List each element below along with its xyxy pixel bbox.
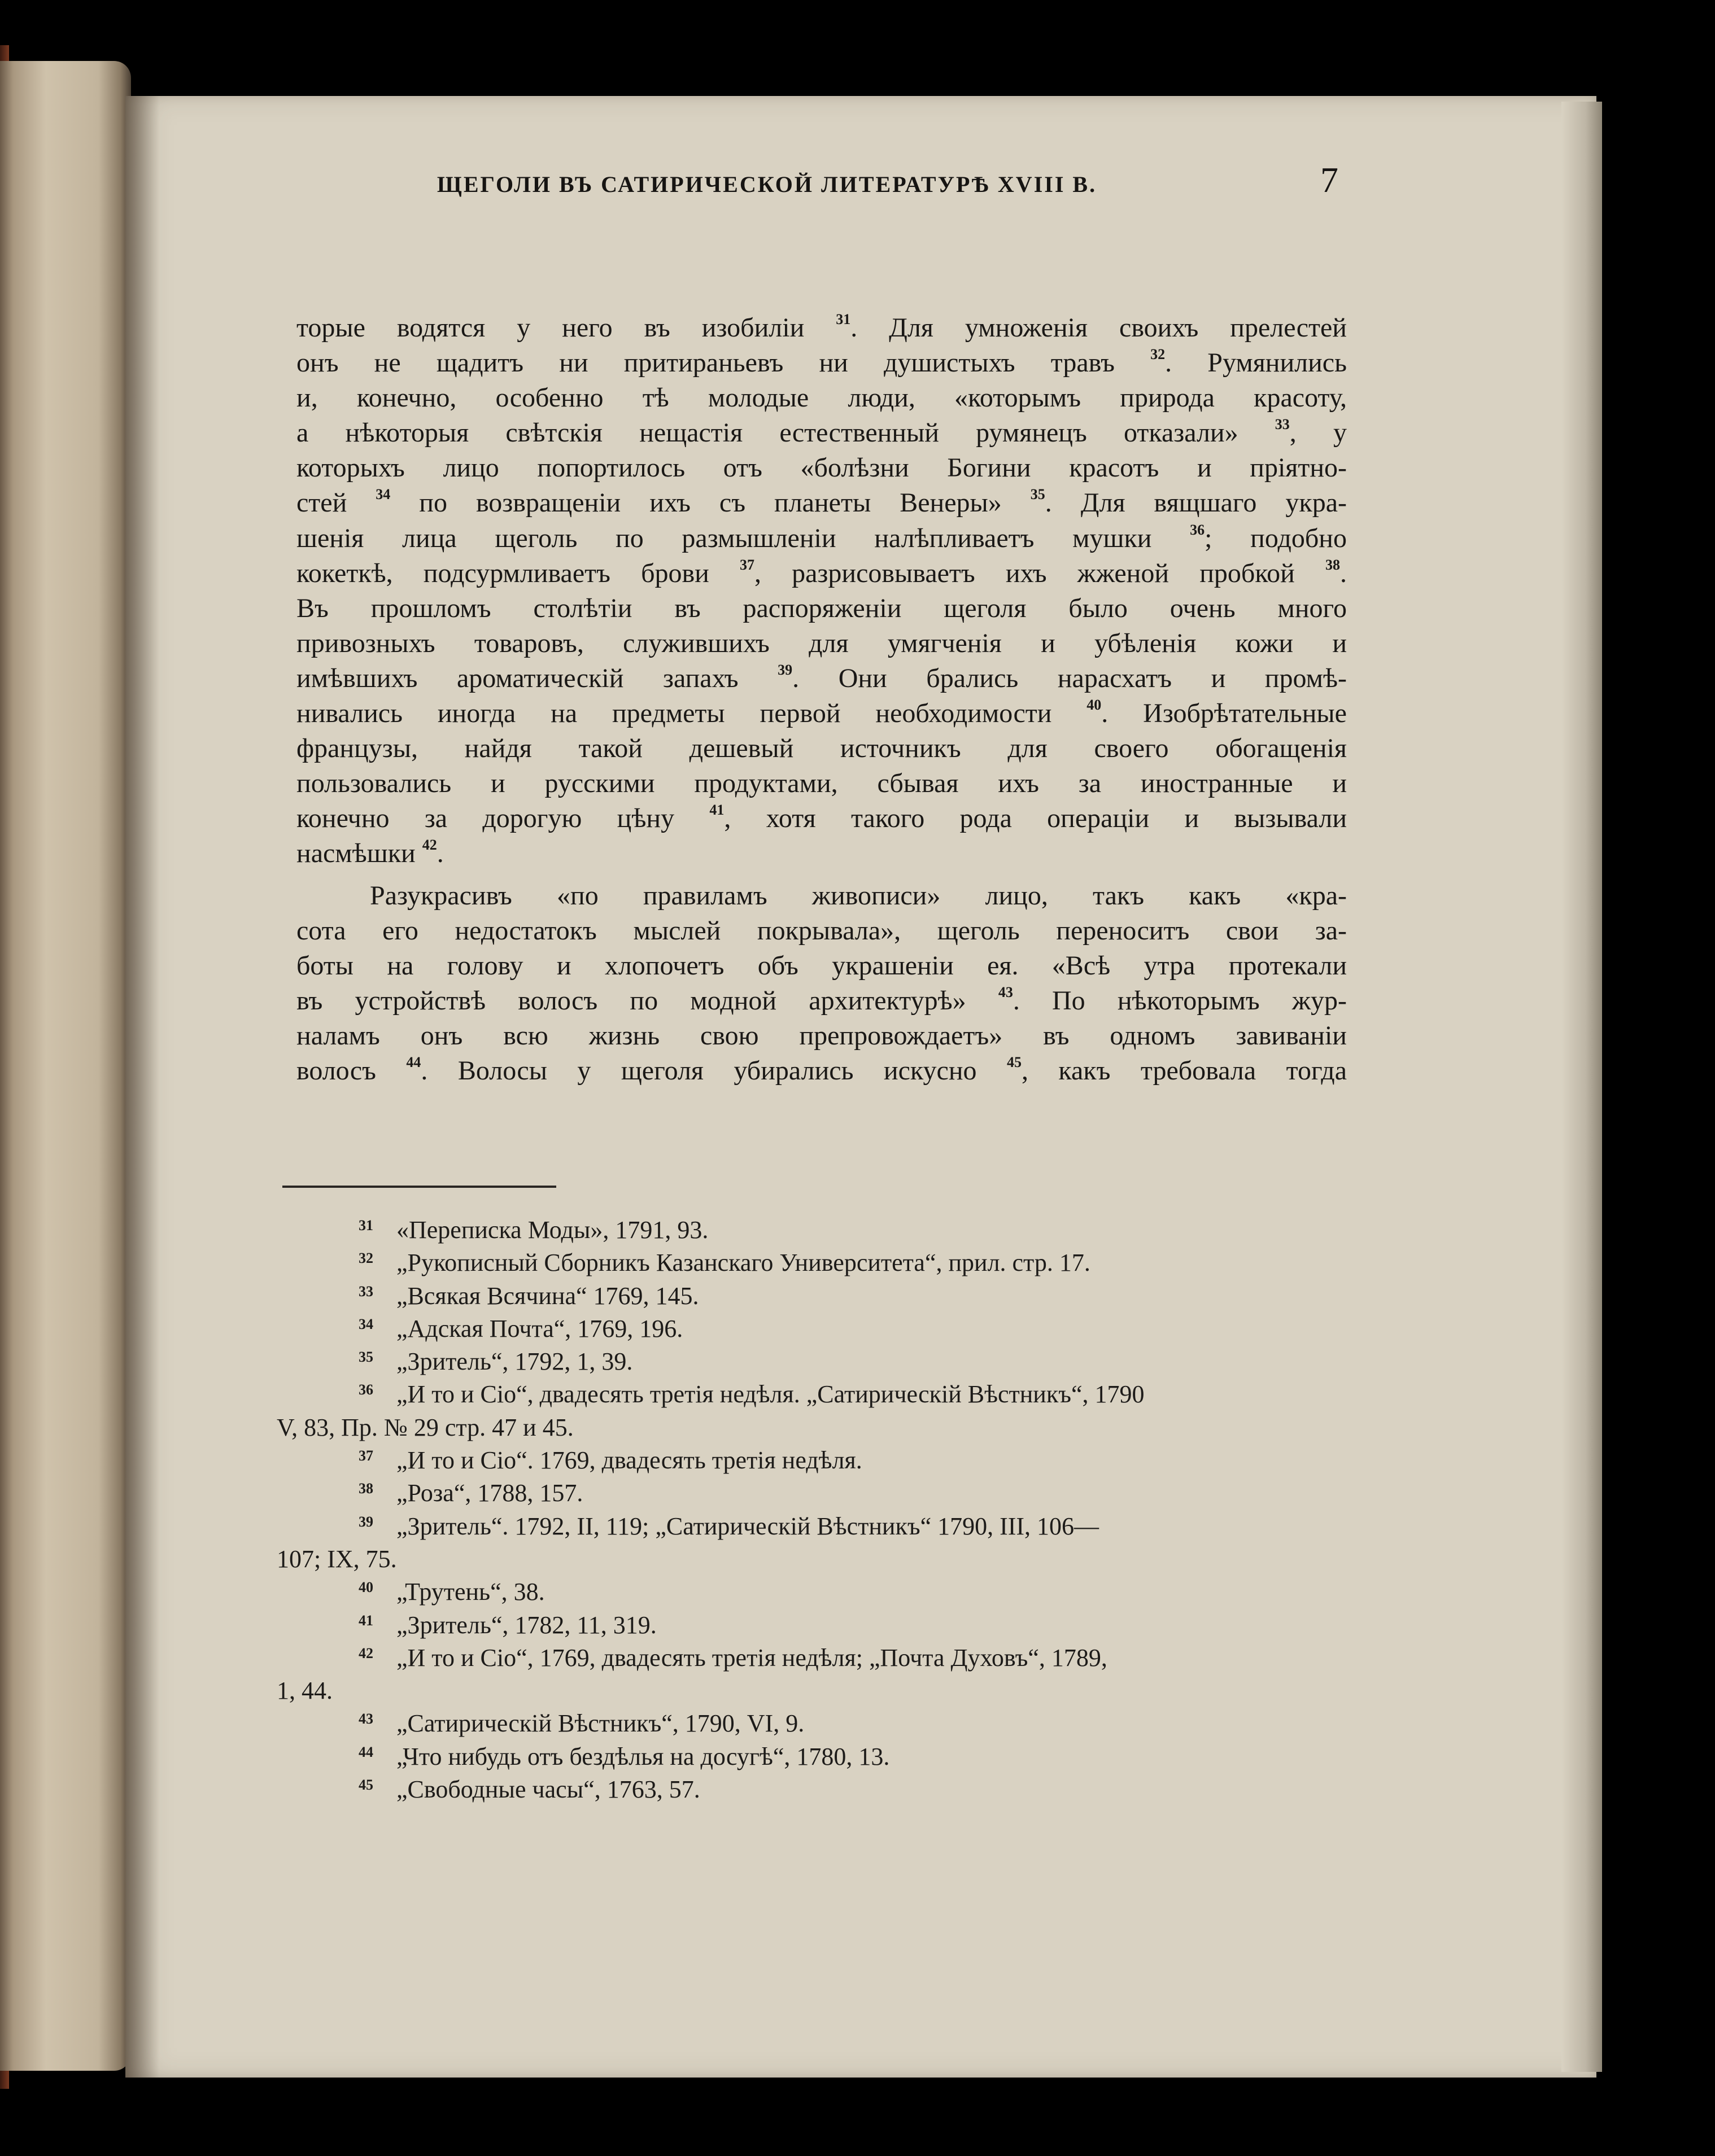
text-run: нивались иногда на предметы первой необходимости xyxy=(296,698,1087,729)
footnote-ref: 45 xyxy=(1006,1053,1022,1070)
footnote-number: 44 xyxy=(359,1743,373,1760)
text-run: онъ не щадитъ ни притираньевъ ни душистыхъ травъ xyxy=(296,348,1151,378)
footnote-number: 31 xyxy=(359,1217,373,1234)
text-line: пользовались и русскими продуктами, сбывая ихъ за иностранные и xyxy=(296,768,1347,799)
footnote-continuation: V, 83, Пр. № 29 стр. 47 и 45. xyxy=(277,1413,574,1441)
footnote-text: „Всякая Всячина“ 1769, 145. xyxy=(396,1282,699,1310)
text-line: Въ прошломъ столѣтіи въ распоряженіи щеголя было очень много xyxy=(296,593,1347,623)
text-run: . Для умноженія своихъ прелестей xyxy=(850,313,1347,343)
text-run: . xyxy=(1340,558,1347,588)
text-run: , хотя такого рода операціи и вызывали xyxy=(724,803,1347,834)
footnote-ref: 31 xyxy=(836,311,851,327)
body-text xyxy=(296,311,1347,1088)
footnote-number: 32 xyxy=(359,1250,373,1267)
footnote-continuation: 1, 44. xyxy=(277,1677,333,1705)
footnote xyxy=(277,1740,1350,1773)
footnote-text: „И то и Сіо“, двадесять третія недѣля. „Сатирическій Вѣстникъ“, 1790 xyxy=(396,1380,1145,1409)
footnote-ref: 36 xyxy=(1190,521,1205,538)
footnote-number: 43 xyxy=(359,1711,373,1728)
footnote-text: «Переписка Моды», 1791, 93. xyxy=(396,1216,709,1244)
text-line: Разукрасивъ «по правиламъ живописи» лицо, такъ какъ «кра- xyxy=(370,880,1347,911)
text-line xyxy=(296,521,1347,556)
text-line: которыхъ лицо попортилось отъ «болѣзни Богини красотъ и пріятно- xyxy=(296,453,1347,483)
text-line: французы, найдя такой дешевый источникъ для своего обогащенія xyxy=(296,733,1347,764)
text-run: насмѣшки xyxy=(296,838,422,869)
text-line: привозныхъ товаровъ, служившихъ для умягченія и убѣленія кожи и xyxy=(296,628,1347,658)
text-line xyxy=(296,311,1347,346)
footnote xyxy=(277,1510,1350,1576)
gutter-shadow xyxy=(125,96,159,2078)
footnote-number: 45 xyxy=(359,1777,373,1794)
footnote-ref: 35 xyxy=(1030,486,1045,503)
footnote-ref: 43 xyxy=(998,983,1013,1000)
text-run: ; подобно xyxy=(1205,523,1347,553)
footnote-ref: 39 xyxy=(778,661,793,678)
text-line xyxy=(296,696,1347,731)
footnote-text: „Что нибудь отъ бездѣлья на досугѣ“, 1780, 13. xyxy=(396,1742,890,1770)
text-line xyxy=(296,661,1347,696)
text-run: . Румянились xyxy=(1165,348,1347,378)
text-line xyxy=(296,801,1347,836)
text-run: стей xyxy=(296,488,376,518)
footnote-number: 40 xyxy=(359,1579,373,1596)
footnote-ref: 37 xyxy=(739,556,754,573)
footnote-text: „Сатирическій Вѣстникъ“, 1790, VI, 9. xyxy=(396,1709,805,1738)
footnote-ref: 34 xyxy=(376,486,391,503)
footnote-number: 35 xyxy=(359,1349,373,1366)
footnote xyxy=(277,1345,1350,1378)
text-run: , какъ требовала тогда xyxy=(1021,1055,1347,1086)
footnote-number: 37 xyxy=(359,1447,373,1464)
footnote-ref: 44 xyxy=(406,1053,421,1070)
text-run: . Волосы у щеголя убирались искусно xyxy=(421,1055,1007,1086)
footnote-rule xyxy=(282,1186,556,1188)
footnote-ref: 38 xyxy=(1325,556,1341,573)
footnote-continuation: 107; IX, 75. xyxy=(277,1545,397,1573)
paragraph-1 xyxy=(296,311,1347,872)
text-line xyxy=(296,346,1347,381)
footnote-text: „Трутень“, 38. xyxy=(396,1578,545,1606)
footnote-ref: 32 xyxy=(1150,346,1166,363)
footnote xyxy=(277,1642,1350,1708)
left-page-sliver xyxy=(0,61,131,2071)
footnote-number: 41 xyxy=(359,1612,373,1629)
footnote-number: 33 xyxy=(359,1283,373,1300)
text-line xyxy=(296,1053,1347,1088)
text-line xyxy=(296,983,1347,1018)
text-run: имѣвшихъ ароматическій запахъ xyxy=(296,663,778,693)
footnote-number: 42 xyxy=(359,1645,373,1661)
footnote xyxy=(277,1214,1350,1247)
paragraph-2 xyxy=(296,878,1347,1089)
footnote-text: „Зритель“, 1782, 11, 319. xyxy=(396,1611,657,1639)
footnote xyxy=(277,1477,1350,1510)
text-run: . Они брались нарасхатъ и промѣ- xyxy=(792,663,1347,693)
footnote-text: „Зритель“. 1792, II, 119; „Сатирическій Вѣстникъ“ 1790, III, 106— xyxy=(396,1512,1099,1540)
text-line: боты на голову и хлопочетъ объ украшеніи ея. «Всѣ утра протекали xyxy=(296,950,1347,981)
footnote xyxy=(277,1313,1350,1345)
text-run: по возвращеніи ихъ съ планеты Венеры» xyxy=(390,488,1031,518)
footnote xyxy=(277,1280,1350,1313)
page-number: 7 xyxy=(1320,160,1338,200)
text-run: торые водятся у него въ изобиліи xyxy=(296,313,836,343)
text-run: . xyxy=(437,838,444,869)
text-run: конечно за дорогую цѣну xyxy=(296,803,710,834)
footnote xyxy=(277,1247,1350,1279)
footnote-ref: 42 xyxy=(422,837,437,854)
footnote-number: 38 xyxy=(359,1480,373,1497)
footnotes xyxy=(277,1214,1350,1806)
footnote-ref: 41 xyxy=(709,802,725,819)
text-run: , у xyxy=(1289,418,1347,448)
text-run: . Изобрѣтательные xyxy=(1101,698,1347,729)
text-run: шенія лица щеголь по размышленіи налѣпливаетъ мушки xyxy=(296,523,1190,553)
text-run: а нѣкоторыя свѣтскія нещастія естественный румянецъ отказали» xyxy=(296,418,1275,448)
footnote-number: 34 xyxy=(359,1315,373,1332)
footnote-text: „И то и Сіо“. 1769, двадесять третія недѣля. xyxy=(396,1446,862,1475)
footnote-ref: 33 xyxy=(1275,416,1290,433)
text-run: . По нѣкоторымъ жур- xyxy=(1013,985,1347,1016)
footnote-number: 39 xyxy=(359,1513,373,1530)
footnote-text: „Адская Почта“, 1769, 196. xyxy=(396,1314,683,1342)
text-line xyxy=(296,836,1347,871)
footnote xyxy=(277,1773,1350,1806)
text-line: и, конечно, особенно тѣ молодые люди, «которымъ природа красоту, xyxy=(296,383,1347,413)
footnote-number: 36 xyxy=(359,1381,373,1398)
page-right-edge xyxy=(1561,102,1602,2072)
footnote-ref: 40 xyxy=(1086,697,1102,714)
text-line: наламъ онъ всю жизнь свою препровождаетъ» въ одномъ завиваніи xyxy=(296,1020,1347,1051)
footnote xyxy=(277,1444,1350,1477)
footnote-text: „Рукописный Сборникъ Казанскаго Университета“, прил. стр. 17. xyxy=(396,1249,1090,1277)
footnote xyxy=(277,1576,1350,1608)
text-run: волосъ xyxy=(296,1055,407,1086)
footnote-text: „Зритель“, 1792, 1, 39. xyxy=(396,1348,633,1376)
running-head: ЩЕГОЛИ ВЪ САТИРИЧЕСКОЙ ЛИТЕРАТУРѢ XVIII В. xyxy=(437,172,1097,197)
text-run: въ устройствѣ волосъ по модной архитектурѣ» xyxy=(296,985,998,1016)
text-line xyxy=(296,556,1347,591)
footnote xyxy=(277,1609,1350,1642)
text-line: сота его недостатокъ мыслей покрывала», щеголь переноситъ свои за- xyxy=(296,915,1347,946)
text-run: . Для вящшаго укра- xyxy=(1045,488,1347,518)
footnote-text: „Свободные часы“, 1763, 57. xyxy=(396,1775,700,1804)
footnote xyxy=(277,1378,1350,1444)
footnote xyxy=(277,1707,1350,1740)
text-line xyxy=(296,416,1347,451)
footnote-text: „И то и Сіо“, 1769, двадесять третія недѣля; „Почта Духовъ“, 1789, xyxy=(396,1643,1107,1672)
text-run: кокеткѣ, подсурмливаетъ брови xyxy=(296,558,740,588)
text-run: , разрисовываетъ ихъ жженой пробкой xyxy=(754,558,1326,588)
text-line xyxy=(296,486,1347,521)
footnote-text: „Роза“, 1788, 157. xyxy=(396,1479,583,1507)
